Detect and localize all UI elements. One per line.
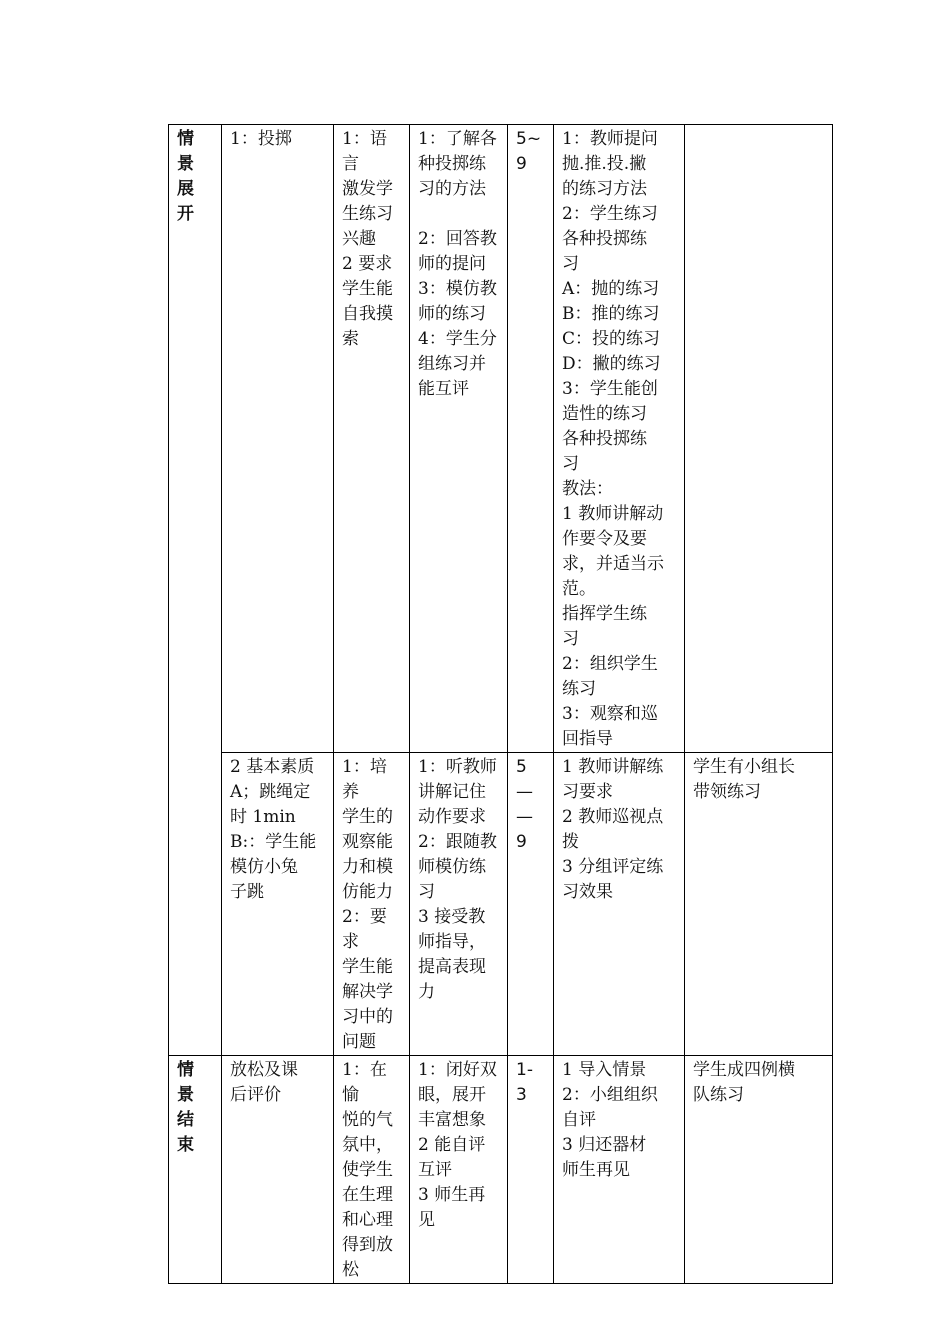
student-activity-cell <box>410 1056 508 1284</box>
cell-line: 5 <box>516 757 527 777</box>
cell-line: — <box>516 807 533 827</box>
table-body <box>169 125 833 1284</box>
cell-line: 范。 <box>562 579 596 599</box>
stage-char: 景 <box>177 1085 194 1105</box>
time-cell <box>508 753 554 1056</box>
cell-line: 生练习 <box>342 204 393 224</box>
cell-line: 习 <box>562 454 579 474</box>
cell-line: 习 <box>562 254 579 274</box>
cell-line: 造性的练习 <box>562 404 647 424</box>
student-activity-cell <box>410 125 508 753</box>
cell-line: 放松及课 <box>230 1060 298 1080</box>
cell-line: 3：模仿教 <box>418 279 497 299</box>
stage-char: 情 <box>177 129 194 149</box>
cell-line: 3：学生能创 <box>562 379 658 399</box>
cell-line: 习 <box>418 882 435 902</box>
cell-line: 2 要求 <box>342 254 393 274</box>
cell-line: 教法： <box>562 479 613 499</box>
cell-line: 互评 <box>418 1160 452 1180</box>
cell-line: 自评 <box>562 1110 596 1130</box>
cell-line: 1：听教师 <box>418 757 497 777</box>
cell-line: 1：闭好双 <box>418 1060 497 1080</box>
cell-line: 习效果 <box>562 882 613 902</box>
cell-line: 丰富想象 <box>418 1110 486 1130</box>
cell-line: 指挥学生练 <box>562 604 647 624</box>
cell-line: 和心理 <box>342 1210 393 1230</box>
stage-char: 景 <box>177 154 194 174</box>
teacher-activity-cell <box>554 753 685 1056</box>
teacher-activity-cell <box>554 1056 685 1284</box>
cell-line: 师指导， <box>418 932 486 952</box>
cell-line: 观察能 <box>342 832 393 852</box>
cell-line: 后评价 <box>230 1085 281 1105</box>
cell-line: 种投掷练 <box>418 154 486 174</box>
cell-line: 激发学 <box>342 179 393 199</box>
cell-line: 2：小组组织 <box>562 1085 658 1105</box>
cell-line: 见 <box>418 1210 435 1230</box>
cell-line: 9 <box>516 832 527 852</box>
cell-line: 2 能自评 <box>418 1135 486 1155</box>
cell-line: 2：学生练习 <box>562 204 658 224</box>
cell-line: 1：教师提问 <box>562 129 658 149</box>
cell-line: 眼，展开 <box>418 1085 486 1105</box>
organization-cell <box>685 125 833 753</box>
cell-line: 习中的 <box>342 1007 393 1027</box>
cell-line: 3 接受教 <box>418 907 486 927</box>
cell-line: 学生成四例横 <box>693 1060 795 1080</box>
cell-line: 5~ <box>516 129 542 149</box>
cell-line: 学生的 <box>342 807 393 827</box>
cell-line: 子跳 <box>230 882 264 902</box>
cell-line: 使学生 <box>342 1160 393 1180</box>
cell-line: 悦的气 <box>342 1110 393 1130</box>
cell-line: 1 教师讲解动 <box>562 504 664 524</box>
cell-line: 练习 <box>562 679 596 699</box>
stage-char: 结 <box>177 1110 194 1130</box>
organization-cell <box>685 753 833 1056</box>
cell-line: B：推的练习 <box>562 304 660 324</box>
cell-line: — <box>516 782 533 802</box>
cell-line: 1- <box>516 1060 533 1080</box>
cell-line: D：撇的练习 <box>562 354 661 374</box>
cell-line: A：抛的练习 <box>562 279 660 299</box>
cell-line: 自我摸 <box>342 304 393 324</box>
goals-cell <box>334 125 410 753</box>
cell-line: 索 <box>342 329 359 349</box>
cell-line: 仿能力 <box>342 882 393 902</box>
cell-line: 4：学生分 <box>418 329 497 349</box>
cell-line: 提高表现 <box>418 957 486 977</box>
cell-line: 习的方法 <box>418 179 486 199</box>
cell-line: 习要求 <box>562 782 613 802</box>
cell-line: 2：跟随教 <box>418 832 497 852</box>
cell-line: 1：语言 <box>342 129 387 174</box>
cell-line: 兴趣 <box>342 229 376 249</box>
cell-line: 师的练习 <box>418 304 486 324</box>
stage-char: 情 <box>177 1060 194 1080</box>
cell-line: 各种投掷练 <box>562 229 647 249</box>
cell-line: 各种投掷练 <box>562 429 647 449</box>
cell-line: 3 <box>516 1085 527 1105</box>
student-activity-cell <box>410 753 508 1056</box>
cell-line: 师生再见 <box>562 1160 630 1180</box>
cell-line: 力和模 <box>342 857 393 877</box>
cell-line: 2：要求 <box>342 907 387 952</box>
cell-line: 1：培养 <box>342 757 387 802</box>
stage-char: 开 <box>177 204 194 224</box>
cell-line: A；跳绳定 <box>230 782 311 802</box>
cell-line: B:：学生能 <box>230 832 317 852</box>
cell-line: 抛.推.投.撇 <box>562 154 647 174</box>
cell-line: 模仿小兔 <box>230 857 298 877</box>
cell-line: 1：投掷 <box>230 129 292 149</box>
cell-line: 学生有小组长 <box>693 757 795 777</box>
table-row <box>169 753 833 1056</box>
table-row <box>169 1056 833 1284</box>
stage-char: 展 <box>177 179 194 199</box>
time-cell <box>508 125 554 753</box>
content-cell <box>222 753 334 1056</box>
cell-line: 1 教师讲解练 <box>562 757 664 777</box>
cell-line: 习 <box>562 629 579 649</box>
cell-line: 时 1min <box>230 807 296 827</box>
cell-line: 3：观察和巡 <box>562 704 658 724</box>
cell-line: 回指导 <box>562 729 613 749</box>
cell-line: 能互评 <box>418 379 469 399</box>
cell-line: 得到放 <box>342 1235 393 1255</box>
cell-line: 3 师生再 <box>418 1185 486 1205</box>
cell-line: 学生能 <box>342 279 393 299</box>
cell-line: 力 <box>418 982 435 1002</box>
cell-line: 2 基本素质 <box>230 757 315 777</box>
cell-line: C：投的练习 <box>562 329 661 349</box>
goals-cell <box>334 753 410 1056</box>
cell-line: 9 <box>516 154 527 174</box>
cell-line: 2：回答教 <box>418 229 497 249</box>
content-cell <box>222 1056 334 1284</box>
cell-line: 2：组织学生 <box>562 654 658 674</box>
cell-line: 讲解记住 <box>418 782 486 802</box>
cell-line: 在生理 <box>342 1185 393 1205</box>
stage-char: 束 <box>177 1135 194 1155</box>
cell-line: 求，并适当示 <box>562 554 664 574</box>
time-cell <box>508 1056 554 1284</box>
cell-line: 组练习并 <box>418 354 486 374</box>
cell-line: 拨 <box>562 832 579 852</box>
goals-cell <box>334 1056 410 1284</box>
lesson-plan-table <box>168 124 833 1284</box>
stage-cell <box>169 125 222 1056</box>
cell-line: 师的提问 <box>418 254 486 274</box>
table-row <box>169 125 833 753</box>
stage-cell <box>169 1056 222 1284</box>
cell-line: 氛中， <box>342 1135 393 1155</box>
cell-line: 的练习方法 <box>562 179 647 199</box>
cell-line: 1：在愉 <box>342 1060 387 1105</box>
cell-line: 带领练习 <box>693 782 761 802</box>
content-cell <box>222 125 334 753</box>
cell-line: 队练习 <box>693 1085 744 1105</box>
cell-line: 师模仿练 <box>418 857 486 877</box>
cell-line: 1 导入情景 <box>562 1060 647 1080</box>
cell-line: 动作要求 <box>418 807 486 827</box>
cell-line: 松 <box>342 1260 359 1280</box>
cell-line: 学生能 <box>342 957 393 977</box>
cell-line <box>418 202 501 227</box>
cell-line: 问题 <box>342 1032 376 1052</box>
cell-line: 3 归还器材 <box>562 1135 647 1155</box>
cell-line: 解决学 <box>342 982 393 1002</box>
organization-cell <box>685 1056 833 1284</box>
cell-line: 2 教师巡视点 <box>562 807 664 827</box>
cell-line: 作要令及要 <box>562 529 647 549</box>
teacher-activity-cell <box>554 125 685 753</box>
cell-line: 3 分组评定练 <box>562 857 664 877</box>
cell-line: 1：了解各 <box>418 129 497 149</box>
